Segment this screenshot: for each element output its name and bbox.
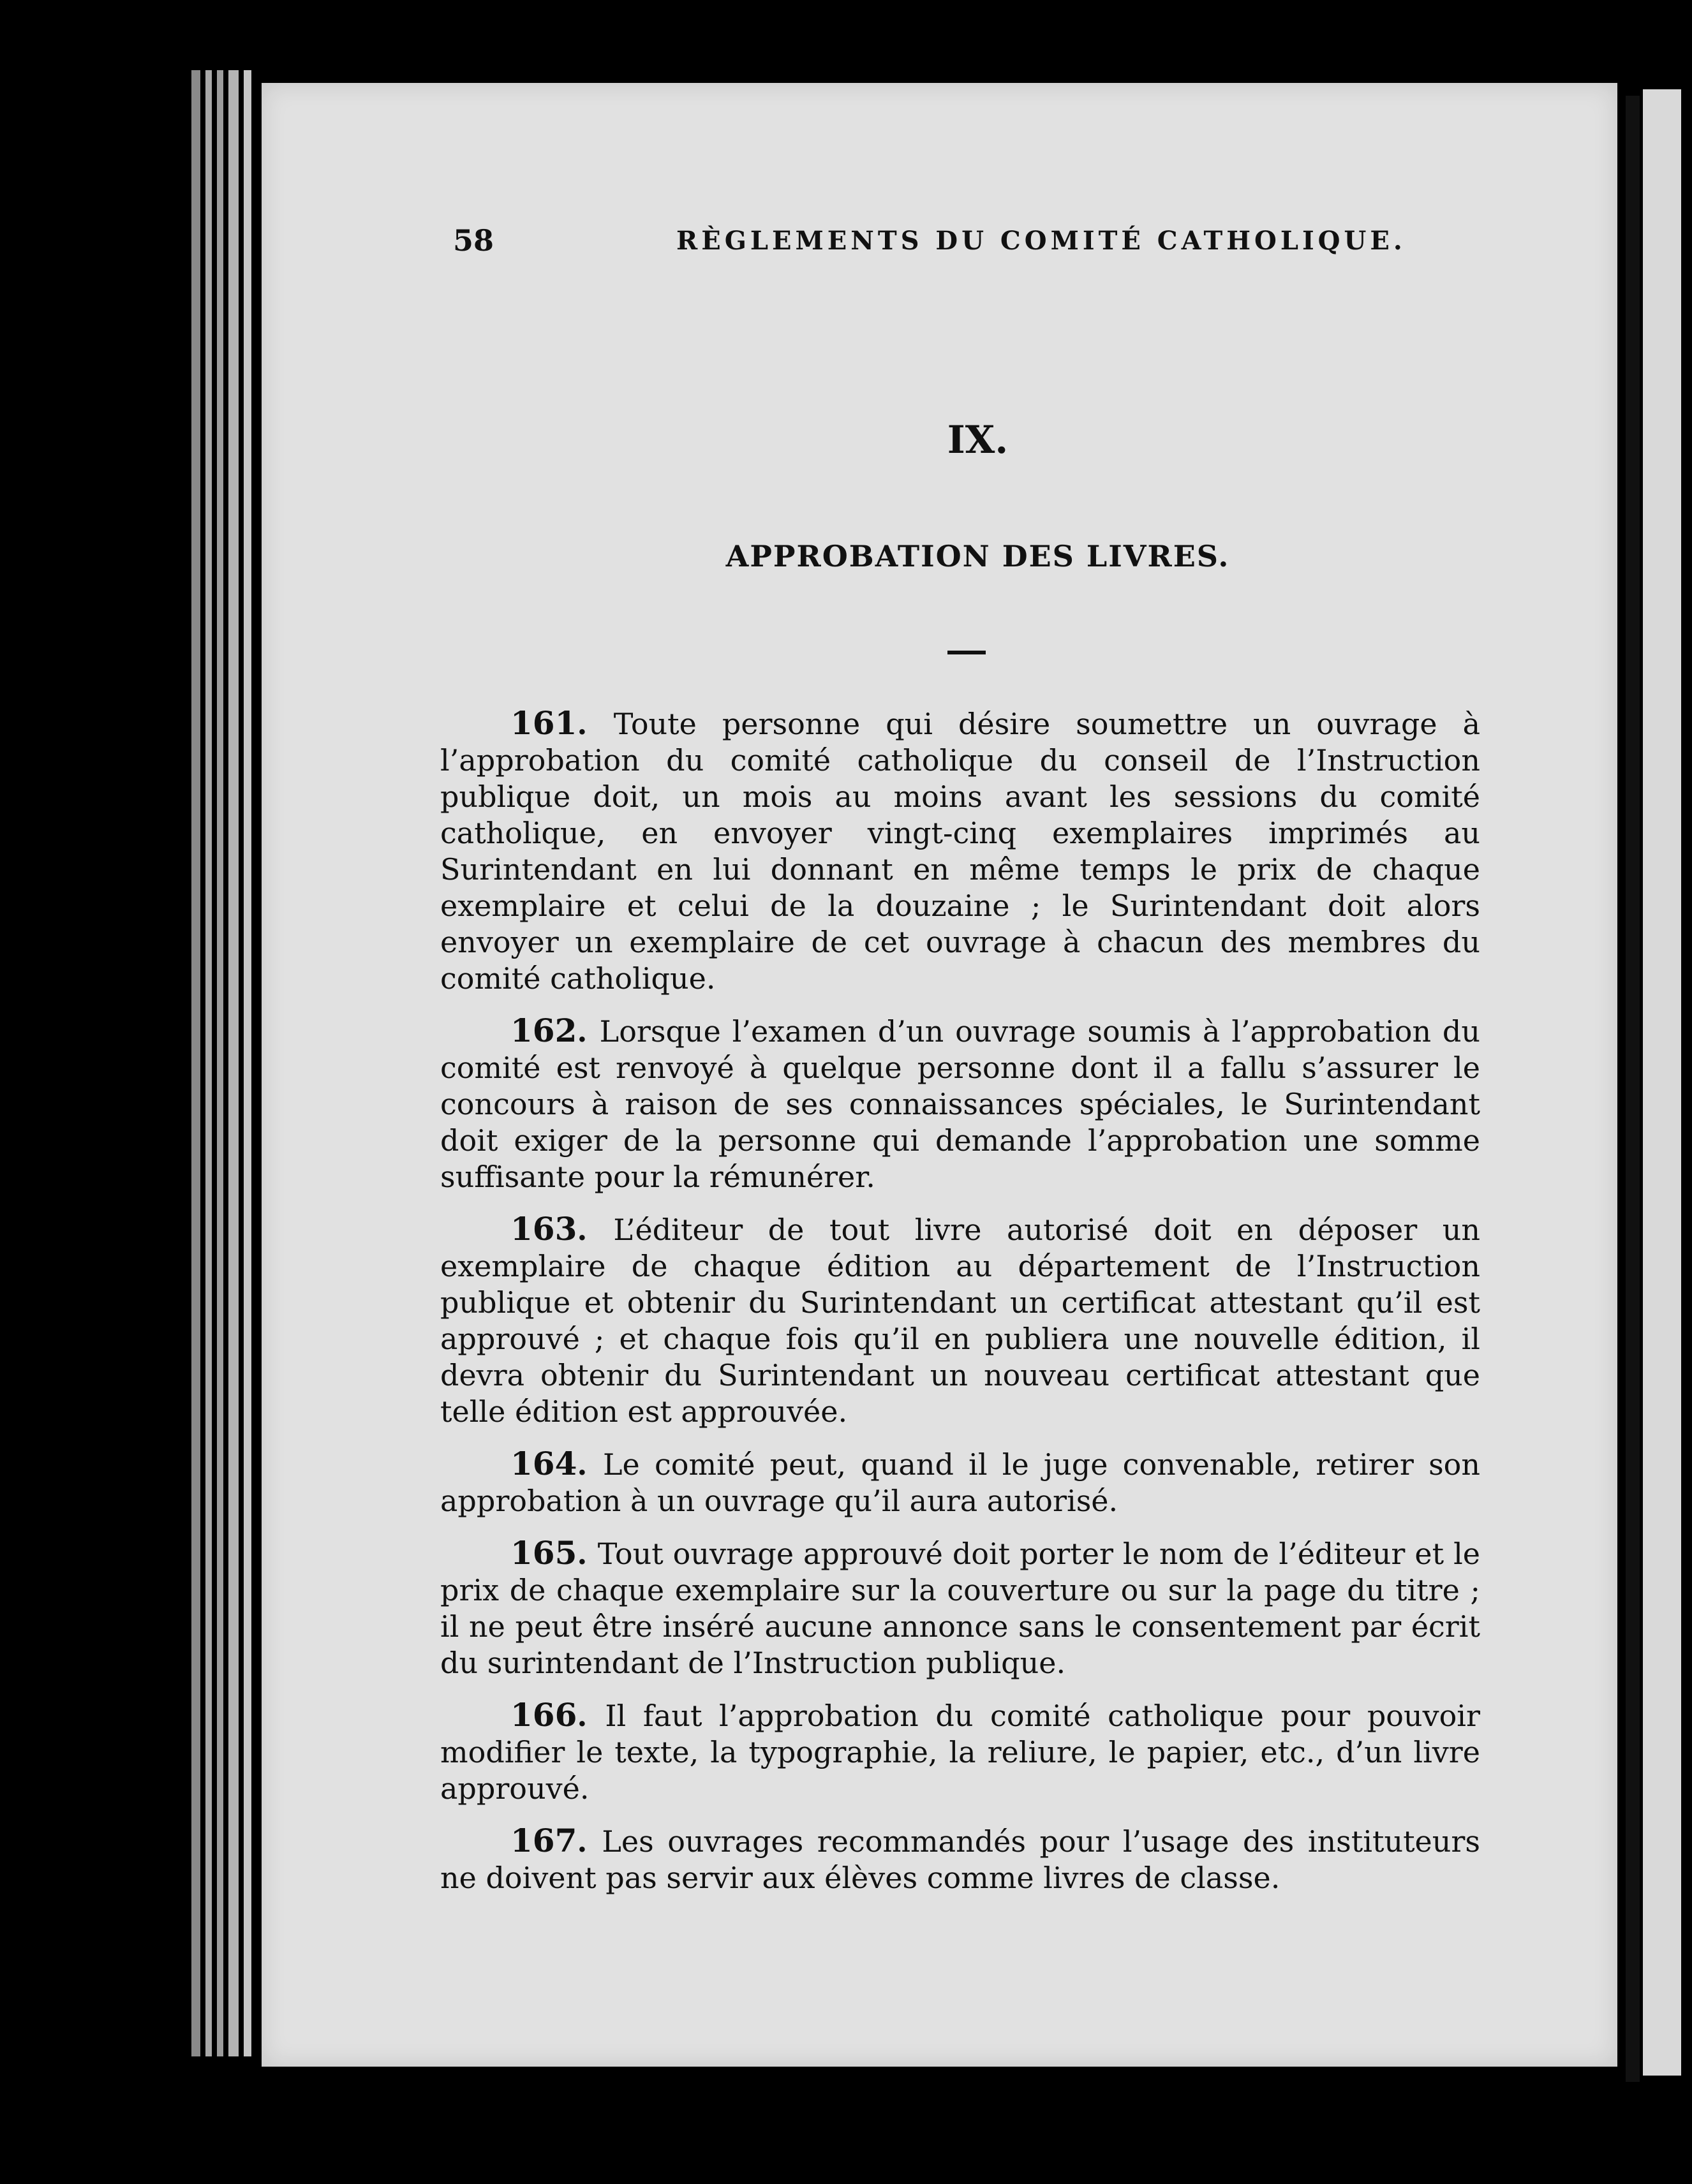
article-number: 161 [510,704,577,742]
article: 162. Lorsque l’examen d’un ouvrage soumis à l’approbation du comité est renvoyé à quelque personne dont il a fallu s’assurer le concours à raison de ses connaissances spéciales, le Surintendant doit exiger de la personne qui demande l’approbation une somme suffisante pour la rémunérer. [440,1012,1480,1194]
page-edge [228,70,239,2056]
article: 161. Toute personne qui désire soumettre un ouvrage à l’approbation du comité catholique du conseil de l’Instruction publique doit, un mois au moins avant les sessions du comité catholique, en envoyer vingt-cinq exemplaires imprimés au Surintendant en lui donnant en même temps le prix de chaque exemplaire et celui de la douzaine ; le Surintendant doit alors envoyer un exemplaire de cet ouvrage à chacun des membres du comité catholique. [440,704,1481,996]
book-gutter [1626,96,1640,2082]
article-text: Tout ouvrage approuvé doit porter le nom de l’éditeur et le prix de chaque exemplaire sur la couverture ou sur la page du titre ; il ne peut être inséré aucune annonce sans le consentement par écrit du surintendant de l’Instruction publique. [440,1537,1480,1680]
article-text: Les ouvrages recommandés pour l’usage des instituteurs ne doivent pas servir aux élèves comme livres de classe. [440,1824,1481,1895]
article: 165. Tout ouvrage approuvé doit porter le nom de l’éditeur et le prix de chaque exemplaire sur la couverture ou sur la page du titre ; il ne peut être inséré aucune annonce sans le consentement par écrit du surintendant de l’Instruction publique. [440,1534,1480,1680]
section-rule [947,651,986,654]
article-text: Il faut l’approbation du comité catholique pour pouvoir modifier le texte, la typographie, la reliure, le papier, etc., d’un livre approuvé. [440,1699,1480,1806]
running-title: RÈGLEMENTS DU COMITÉ CATHOLIQUE. [676,226,1406,256]
page-number: 58 [453,223,494,258]
article: 166. Il faut l’approbation du comité catholique pour pouvoir modifier le texte, la typographie, la reliure, le papier, etc., d’un livre approuvé. [440,1696,1480,1806]
article-text: Toute personne qui désire soumettre un ouvrage à l’approbation du comité catholique du conseil de l’Instruction publique doit, un mois au moins avant les sessions du comité catholique, en envoyer vingt-cinq exemplaires imprimés au Surintendant en lui donnant en même temps le prix de chaque exemplaire et celui de la douzaine ; le Surintendant doit alors envoyer un exemplaire de cet ouvrage à chacun des membres du comité catholique. [440,707,1481,996]
article: 167. Les ouvrages recommandés pour l’usage des instituteurs ne doivent pas servir aux élèves comme livres de classe. [440,1822,1481,1895]
page-edge [205,70,212,2056]
article-text: Lorsque l’examen d’un ouvrage soumis à l’approbation du comité est renvoyé à quelque personne dont il a fallu s’assurer le concours à raison de ses connaissances spéciales, le Surintendant doit exiger de la personne qui demande l’approbation une somme suffisante pour la rémunérer. [440,1014,1480,1194]
article: 163. L’éditeur de tout livre autorisé doit en déposer un exemplaire de chaque édition au département de l’Instruction publique et obtenir du Surintendant un certificat attestant qu’il est approuvé ; et chaque fois qu’il en publiera une nouvelle édition, il devra obtenir du Surintendant un nouveau certificat attestant que telle édition est approuvée. [440,1210,1481,1429]
facing-page-edge [1643,89,1681,2076]
article-text: Le comité peut, quand il le juge convenable, retirer son approbation à un ouvrage qu’il aura autorisé. [440,1447,1480,1518]
article-number: 162 [510,1012,577,1049]
article-number: 164 [510,1445,577,1482]
page-edge [191,70,200,2056]
page-edge [217,70,223,2056]
article-text: L’éditeur de tout livre autorisé doit en déposer un exemplaire de chaque édition au département de l’Instruction publique et obtenir du Surintendant un certificat attestant qu’il est approuvé ; et chaque fois qu’il en publiera une nouvelle édition, il devra obtenir du Surintendant un nouveau certificat attestant que telle édition est approuvée. [440,1213,1481,1429]
chapter-number: IX. [947,418,1009,462]
article-list [440,705,1480,1912]
running-head [453,223,1550,274]
article-number: 167 [510,1822,577,1859]
page-edge [244,70,251,2056]
article-number: 163 [510,1210,577,1248]
article-number: 166 [510,1696,577,1734]
chapter-title: APPROBATION DES LIVRES. [725,539,1230,573]
article: 164. Le comité peut, quand il le juge convenable, retirer son approbation à un ouvrage qu’il aura autorisé. [440,1445,1480,1518]
article-number: 165 [510,1534,577,1572]
page [262,83,1617,2067]
